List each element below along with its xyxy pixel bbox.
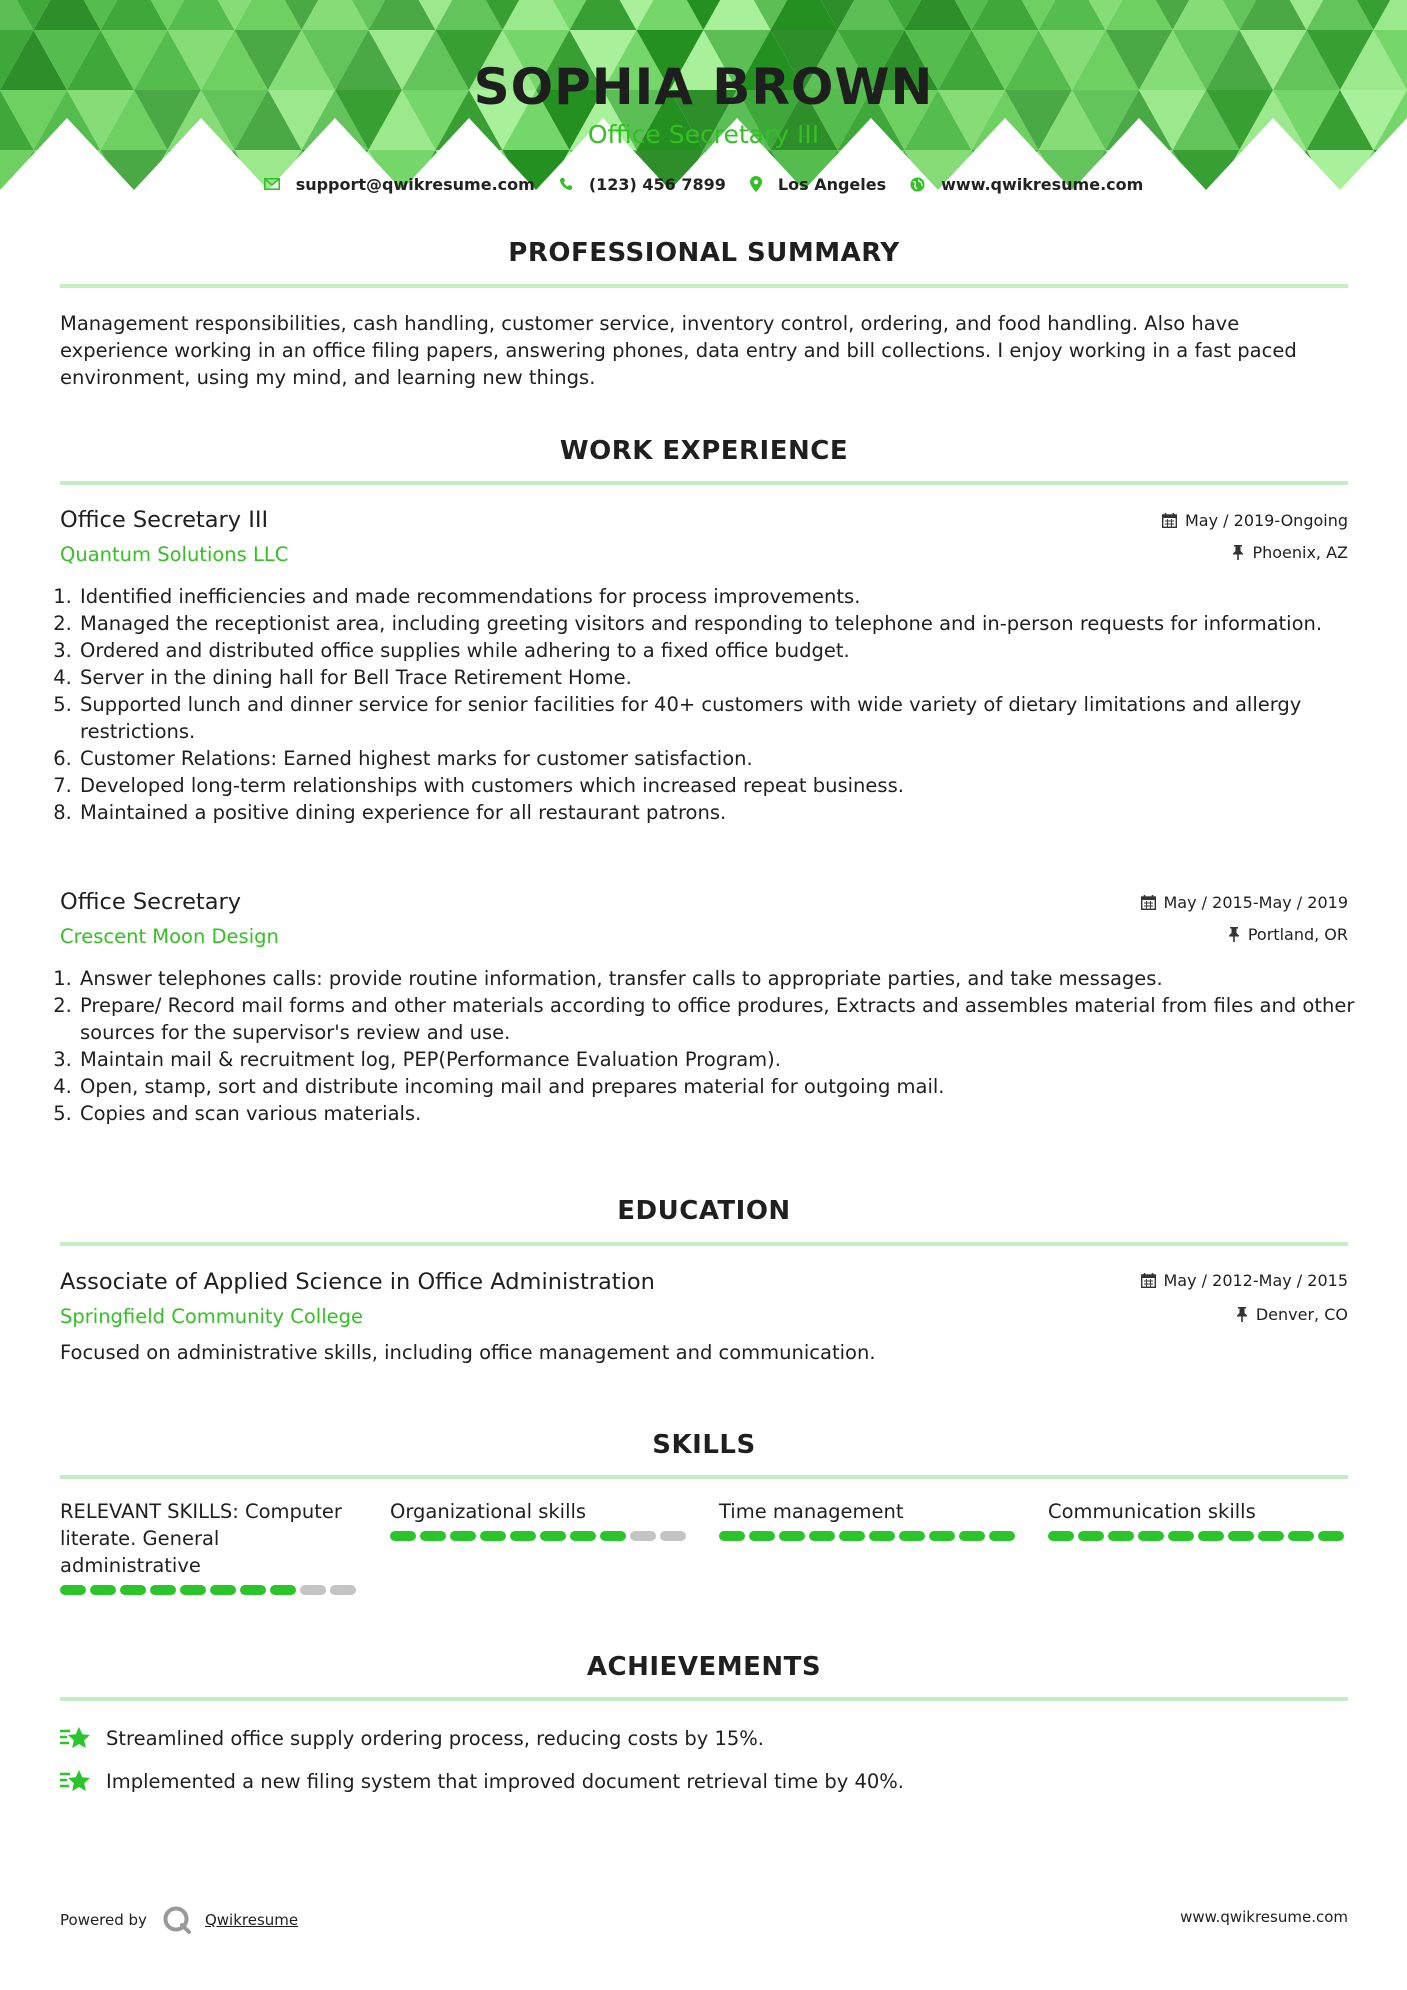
rating-dot-filled [719,1531,745,1541]
candidate-title: Office Secretary III [587,120,820,149]
education-date [1141,1271,1349,1290]
achievement-item [60,1768,1348,1794]
qwikresume-link[interactable]: Qwikresume [204,1911,299,1929]
rating-dot-filled [270,1585,296,1595]
contact-website[interactable] [910,175,1143,194]
list-item: 3. Maintain mail & recruitment log, PEP(Performance Evaluation Program). [78,1046,1368,1073]
summary-divider [60,284,1348,288]
contact-location [750,175,886,194]
achievement-item [60,1725,1348,1751]
skill-rating [60,1585,360,1595]
job-title: Office Secretary [60,889,242,915]
star-icon [60,1768,92,1794]
contact-email-text: support@qwikresume.com [295,174,535,194]
rating-dot-filled [749,1531,775,1541]
contact-email[interactable] [264,175,535,194]
skill-rating [719,1531,1019,1541]
phone-icon [559,177,573,191]
education-heading: EDUCATION [617,1196,791,1226]
experience-divider [60,481,1348,485]
skill-label: Organizational skills [390,1500,587,1523]
rating-dot-filled [869,1531,895,1541]
skill-label: Time management [719,1500,904,1523]
education-date-text: May / 2012-May / 2015 [1163,1271,1348,1290]
list-item: 6. Customer Relations: Earned highest marks for customer satisfaction. [78,745,1368,772]
education-location [1236,1305,1348,1324]
pushpin-icon [1236,1307,1248,1322]
contact-website-text: www.qwikresume.com [941,174,1144,194]
calendar-icon [1162,513,1177,528]
skill-rating [390,1531,690,1541]
list-item: 1. Identified inefficiencies and made recommendations for process improvements. [78,583,1368,610]
education-location-text: Denver, CO [1255,1305,1348,1324]
rating-dot-empty [330,1585,356,1595]
summary-text: Management responsibilities, cash handling, customer service, inventory control, ordering, and food handling. Also have experience working in an office filing papers, answering phones, data entry and bill collections. I enjoy working in a fast paced environment, using my mind, and learning new things. [60,312,1297,389]
list-item: 5. Copies and scan various materials. [78,1100,1368,1127]
rating-dot-filled [390,1531,416,1541]
rating-dot-filled [420,1531,446,1541]
rating-dot-filled [540,1531,566,1541]
contact-location-text: Los Angeles [777,174,887,194]
achievements-divider [60,1697,1348,1701]
footer-website[interactable]: www.qwikresume.com [1180,1908,1348,1926]
rating-dot-filled [899,1531,925,1541]
job-location [1228,925,1348,944]
calendar-icon [1141,1273,1156,1288]
rating-dot-empty [300,1585,326,1595]
skill-item [390,1498,690,1541]
rating-dot-filled [180,1585,206,1595]
job-date-text: May / 2019-Ongoing [1185,511,1348,530]
job-location-text: Portland, OR [1247,925,1348,944]
summary-heading: PROFESSIONAL SUMMARY [508,238,900,268]
achievements-heading: ACHIEVEMENTS [586,1652,822,1682]
rating-dot-filled [1078,1531,1104,1541]
skills-divider [60,1475,1348,1479]
job-company: Quantum Solutions LLC [60,543,289,566]
contact-phone-text: (123) 456 7899 [588,174,726,194]
skill-rating [1048,1531,1348,1541]
rating-dot-filled [1228,1531,1254,1541]
rating-dot-filled [90,1585,116,1595]
rating-dot-filled [989,1531,1015,1541]
candidate-name: SOPHIA BROWN [473,58,934,116]
job-bullets [52,965,1368,1127]
contact-bar [0,172,1407,196]
qwikresume-logo-icon [163,1906,191,1934]
skill-item [60,1498,360,1595]
rating-dot-filled [929,1531,955,1541]
skill-item [719,1498,1019,1541]
map-pin-icon [750,176,762,192]
experience-heading: WORK EXPERIENCE [559,436,849,466]
job-company: Crescent Moon Design [60,925,279,948]
job-bullets [52,583,1368,826]
rating-dot-filled [480,1531,506,1541]
pushpin-icon [1232,545,1244,560]
rating-dot-filled [1198,1531,1224,1541]
rating-dot-filled [1108,1531,1134,1541]
rating-dot-filled [1138,1531,1164,1541]
job-date-text: May / 2015-May / 2019 [1163,893,1348,912]
rating-dot-filled [1168,1531,1194,1541]
skills-heading: SKILLS [652,1430,756,1460]
star-icon [60,1725,92,1751]
list-item: 8. Maintained a positive dining experience for all restaurant patrons. [78,799,1368,826]
job-date [1141,893,1349,912]
rating-dot-filled [240,1585,266,1595]
rating-dot-filled [210,1585,236,1595]
rating-dot-filled [959,1531,985,1541]
rating-dot-empty [630,1531,656,1541]
rating-dot-filled [1258,1531,1284,1541]
rating-dot-filled [779,1531,805,1541]
rating-dot-empty [660,1531,686,1541]
list-item: 4. Server in the dining hall for Bell Trace Retirement Home. [78,664,1368,691]
pushpin-icon [1228,927,1240,942]
list-item: 2. Prepare/ Record mail forms and other materials according to office produres, Extracts and assembles material from files and other sources for the supervisor's review and use. [78,992,1368,1046]
list-item: 1. Answer telephones calls: provide routine information, transfer calls to appropriate parties, and take messages. [78,965,1368,992]
list-item: 5. Supported lunch and dinner service for senior facilities for 40+ customers with wide variety of dietary limitations and allergy restrictions. [78,691,1368,745]
rating-dot-filled [60,1585,86,1595]
powered-by-label: Powered by [60,1911,147,1929]
school-name: Springfield Community College [60,1305,364,1328]
rating-dot-filled [1318,1531,1344,1541]
list-item: 2. Managed the receptionist area, including greeting visitors and responding to telephone and in-person requests for information. [78,610,1368,637]
skill-item [1048,1498,1348,1541]
education-description: Focused on administrative skills, including office management and communication. [60,1341,876,1364]
rating-dot-filled [809,1531,835,1541]
list-item: 3. Ordered and distributed office supplies while adhering to a fixed office budget. [78,637,1368,664]
list-item: 7. Developed long-term relationships with customers which increased repeat business. [78,772,1368,799]
rating-dot-filled [510,1531,536,1541]
list-item: 4. Open, stamp, sort and distribute incoming mail and prepares material for outgoing mail. [78,1073,1368,1100]
education-divider [60,1242,1348,1246]
job-title: Office Secretary III [60,507,269,533]
rating-dot-filled [150,1585,176,1595]
job-location [1232,543,1348,562]
skill-label: Communication skills [1048,1500,1256,1523]
rating-dot-filled [839,1531,865,1541]
degree-title: Associate of Applied Science in Office Administration [60,1269,655,1295]
achievement-text: Implemented a new filing system that improved document retrieval time by 40%. [106,1769,904,1793]
rating-dot-filled [600,1531,626,1541]
rating-dot-filled [450,1531,476,1541]
rating-dot-filled [120,1585,146,1595]
rating-dot-filled [570,1531,596,1541]
rating-dot-filled [1288,1531,1314,1541]
contact-phone[interactable] [559,175,726,194]
job-location-text: Phoenix, AZ [1252,543,1348,562]
globe-icon [910,177,925,192]
skill-label: RELEVANT SKILLS: Computer literate. General administrative [60,1500,342,1577]
powered-by [60,1906,298,1934]
envelope-icon [264,178,280,190]
footer [60,1900,1348,1932]
rating-dot-filled [1048,1531,1074,1541]
achievement-text: Streamlined office supply ordering process, reducing costs by 15%. [106,1726,765,1750]
calendar-icon [1141,895,1156,910]
job-date [1162,511,1348,530]
